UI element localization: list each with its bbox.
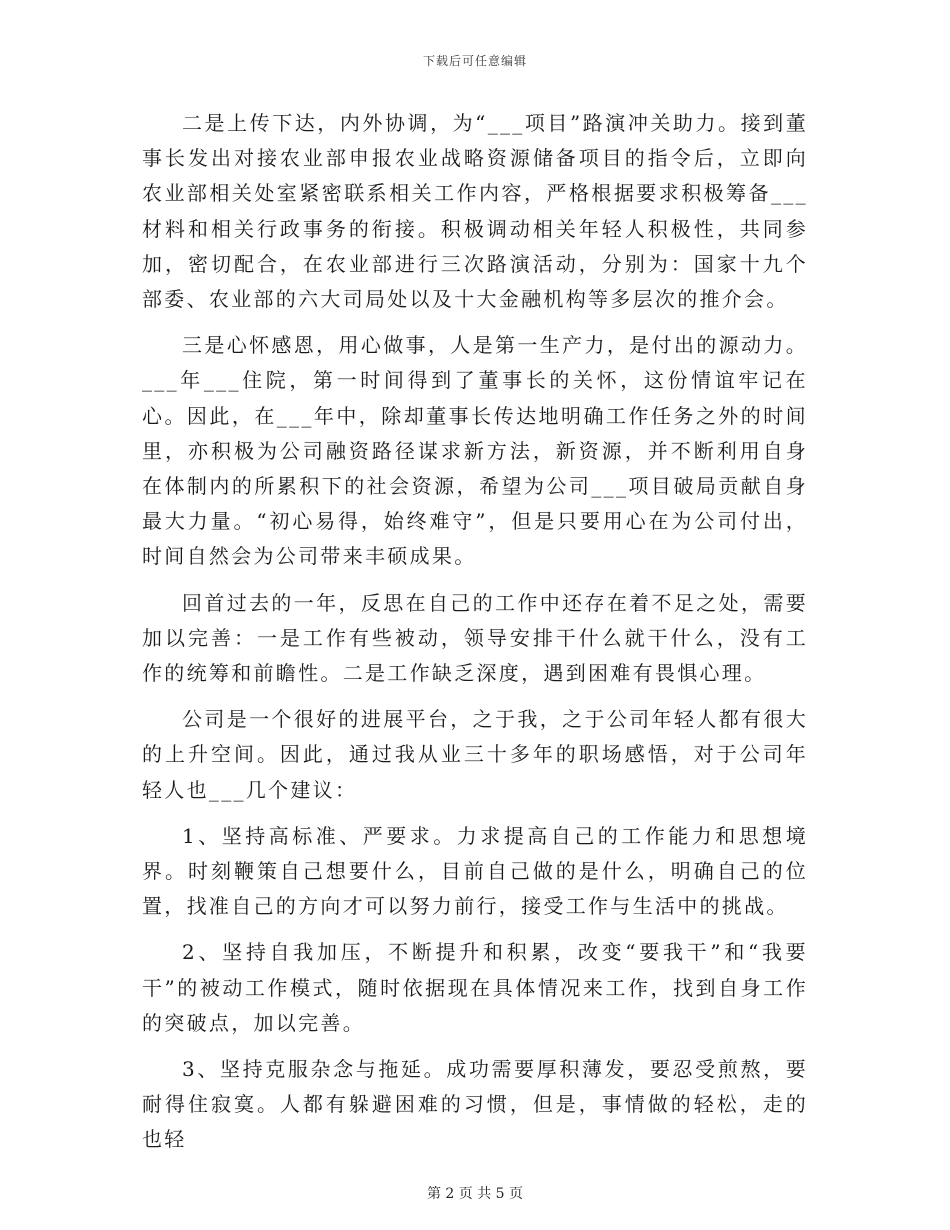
paragraph: 二是上传下达，内外协调，为“___项目”路演冲关助力。接到董事长发出对接农业部申报农业战略资源储备项目的指令后，立即向农业部相关处室紧密联系相关工作内容，严格根据要求积极筹备___材料和相关行政事务的衔接。积极调动相关年轻人积极性，共同参加，密切配合，在农业部进行三次路演活动，分别为：国家十九个部委、农业部的六大司局处以及十大金融机构等多层次的推介会。 <box>142 111 808 312</box>
paragraph: 1、坚持高标准、严要求。力求提高自己的工作能力和思想境界。时刻鞭策自己想要什么，目前自己做的是什么，明确自己的位置，找准自己的方向才可以努力前行，接受工作与生活中的挑战。 <box>142 823 808 919</box>
paragraph: 公司是一个很好的进展平台，之于我，之于公司年轻人都有很大的上升空间。因此，通过我从业三十多年的职场感悟，对于公司年轻人也___几个建议： <box>142 707 808 802</box>
page-number-footer: 第 2 页 共 5 页 <box>426 1186 524 1202</box>
page-header-note: 下载后可任意编辑 <box>422 54 527 68</box>
paragraph: 回首过去的一年，反思在自己的工作中还存在着不足之处，需要加以完善：一是工作有些被动，领导安排干什么就干什么，没有工作的统筹和前瞻性。二是工作缺乏深度，遇到困难有畏惧心理。 <box>142 590 808 686</box>
paragraph: 2、坚持自我加压，不断提升和积累，改变“要我干”和“我要干”的被动工作模式，随时依据现在具体情况来工作，找到自身工作的突破点，加以完善。 <box>142 940 808 1035</box>
paragraph: 三是心怀感恩，用心做事，人是第一生产力，是付出的源动力。___年___住院，第一时间得到了董事长的关怀，这份情谊牢记在心。因此，在___年中，除却董事长传达地明确工作任务之外的时间里，亦积极为公司融资路径谋求新方法，新资源，并不断利用自身在体制内的所累积下的社会资源，希望为公司___项目破局贡献自身最大力量。“初心易得，始终难守”，但是只要用心在为公司付出，时间自然会为公司带来丰硕成果。 <box>142 333 808 569</box>
paragraph: 3、坚持克服杂念与拖延。成功需要厚积薄发，要忍受煎熬，要耐得住寂寞。人都有躲避困难的习惯，但是，事情做的轻松，走的也轻 <box>142 1057 808 1152</box>
document-body <box>142 106 808 1169</box>
